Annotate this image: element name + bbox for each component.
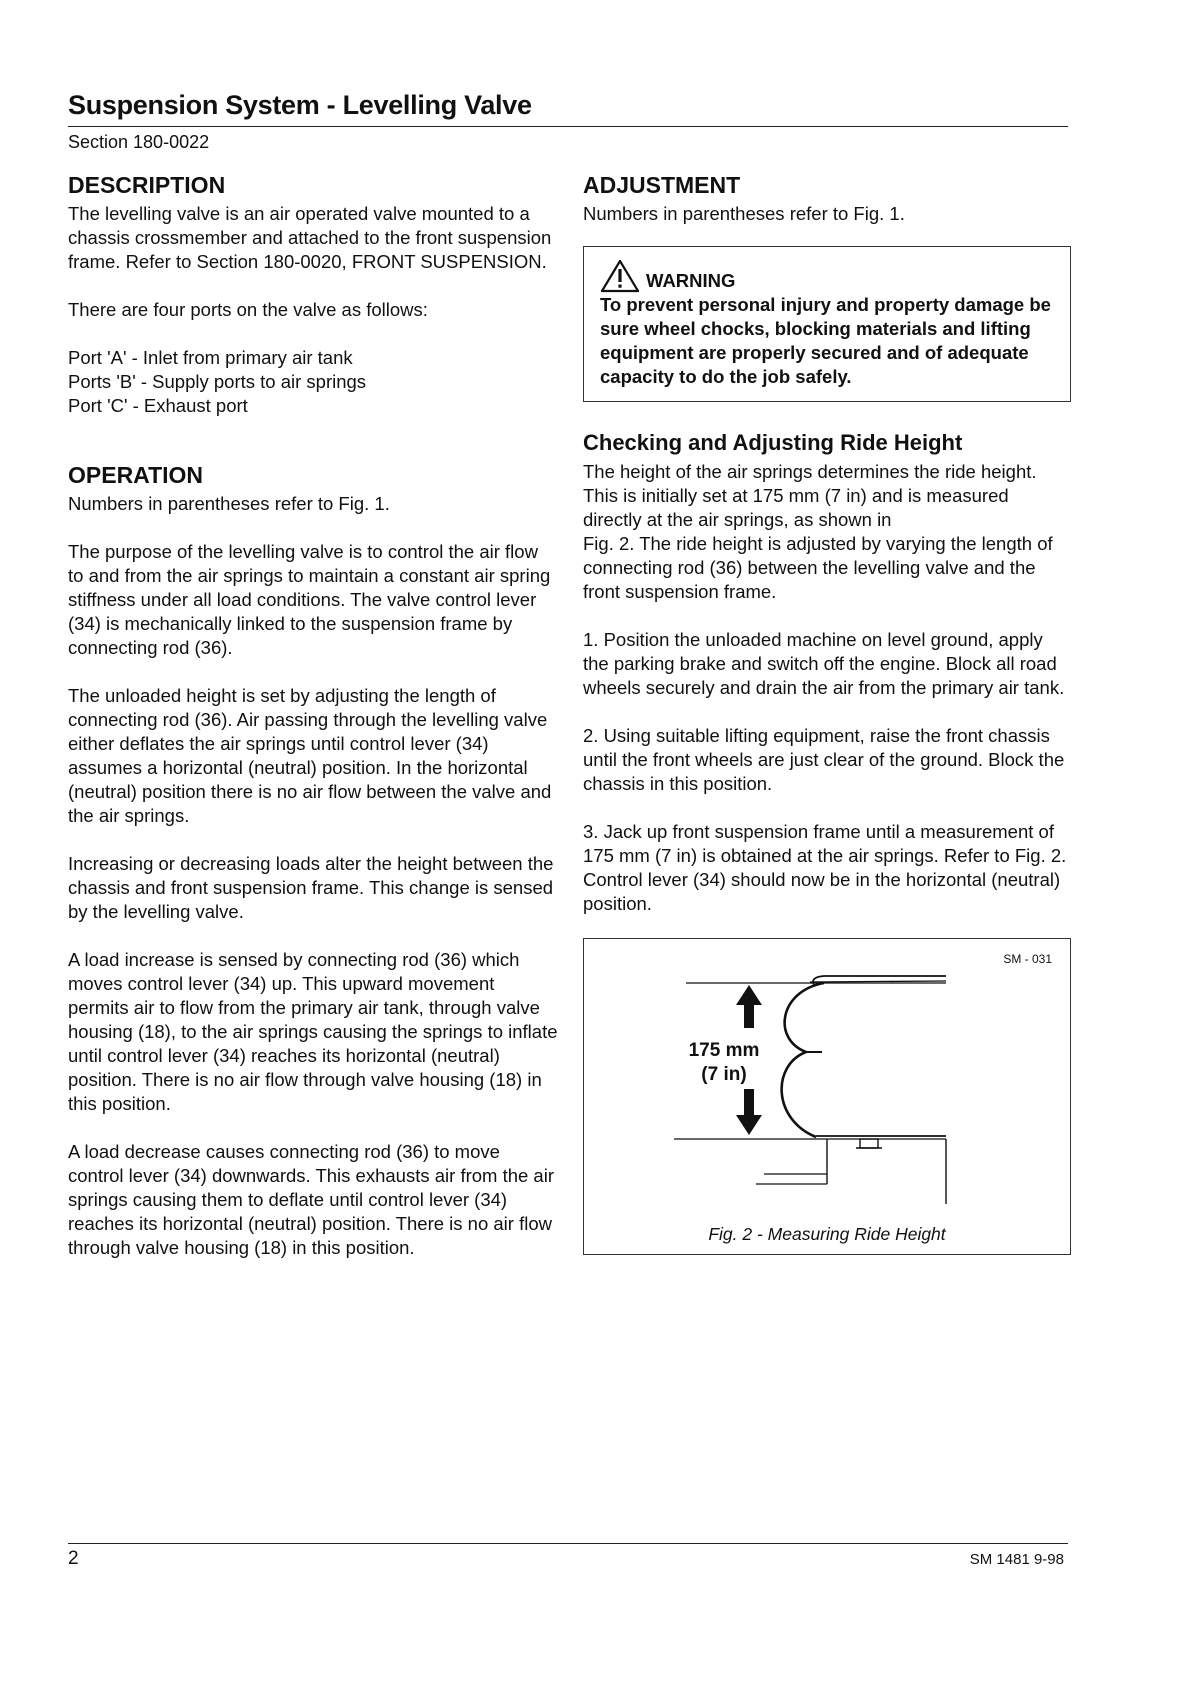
operation-paragraph-4: A load increase is sensed by connecting rod (36) which moves control lever (34) up. This upward movement permits air to flow from the primary air tank, through valve housing (18), to the air springs causing the springs to inflate until control lever (34) reaches its horizontal (neutral) position. There is no air flow through valve housing (18) in this position. <box>68 949 558 1114</box>
operation-paragraph-3: Increasing or decreasing loads alter the height between the chassis and front suspension frame. This change is sensed by the levelling valve. <box>68 853 554 922</box>
port-c: Port 'C' - Exhaust port <box>68 395 248 416</box>
port-a: Port 'A' - Inlet from primary air tank <box>68 347 353 368</box>
operation-heading: OPERATION <box>68 462 204 488</box>
page-number: 2 <box>68 1548 79 1569</box>
ride-height-paragraph-b: Fig. 2. The ride height is adjusted by varying the length of connecting rod (36) between the levelling valve and the front suspension frame. <box>583 533 1053 602</box>
warning-label: WARNING <box>646 270 736 291</box>
document-code: SM 1481 9-98 <box>969 1551 1064 1568</box>
figure-code: SM - 031 <box>1003 952 1052 966</box>
operation-paragraph-5: A load decrease causes connecting rod (36) to move control lever (34) downwards. This exhausts air from the air springs causing them to deflate until control lever (34) reaches its horizontal (neutral) position. There is no air flow through valve housing (18) in this position. <box>68 1141 554 1258</box>
description-paragraph: The levelling valve is an air operated valve mounted to a chassis crossmember and attached to the front suspension frame. Refer to Section 180-0020, FRONT SUSPENSION. <box>68 203 552 272</box>
page-title: Suspension System - Levelling Valve <box>68 90 532 120</box>
operation-paragraph-1: The purpose of the levelling valve is to control the air flow to and from the air springs to maintain a constant air spring stiffness under all load conditions. The valve control lever (34) is mechanically linked to the suspension frame by connecting rod (36). <box>68 541 551 658</box>
right-column <box>583 170 1071 1255</box>
left-column <box>68 170 558 1260</box>
measurement-label <box>682 1039 766 1087</box>
warning-box <box>583 246 1071 402</box>
measurement-mm: 175 mm <box>688 1040 760 1061</box>
figure-2-box <box>583 938 1071 1255</box>
header-rule <box>68 126 1068 127</box>
operation-paragraph-2: The unloaded height is set by adjusting the length of connecting rod (36). Air passing through the levelling valve either deflates the air springs until control lever (34) assumes a horizontal (neutral) position. In the horizontal (neutral) position there is no air flow between the valve and the air springs. <box>68 685 552 826</box>
adjustment-intro: Numbers in parentheses refer to Fig. 1. <box>583 203 905 224</box>
ride-height-heading: Checking and Adjusting Ride Height <box>583 430 963 455</box>
step-2: 2. Using suitable lifting equipment, raise the front chassis until the front wheels are just clear of the ground. Block the chassis in this position. <box>583 725 1065 794</box>
ports-b: Ports 'B' - Supply ports to air springs <box>68 371 367 392</box>
adjustment-heading: ADJUSTMENT <box>583 172 741 198</box>
warning-text: To prevent personal injury and property damage be sure wheel chocks, blocking materials and lifting equipment are properly secured and of adequate capacity to do the job safely. <box>600 294 1051 387</box>
description-heading: DESCRIPTION <box>68 172 226 198</box>
warning-triangle-icon <box>600 259 640 293</box>
section-number: Section 180-0022 <box>68 132 210 152</box>
figure-caption: Fig. 2 - Measuring Ride Height <box>708 1224 946 1244</box>
ports-intro: There are four ports on the valve as follows: <box>68 299 428 320</box>
measurement-in: (7 in) <box>701 1064 747 1085</box>
ride-height-diagram <box>584 939 1070 1254</box>
footer-rule <box>68 1543 1068 1544</box>
ride-height-paragraph-a: The height of the air springs determines the ride height. This is initially set at 175 mm (7 in) and is measured directly at the air springs, as shown in <box>583 461 1037 530</box>
step-3: 3. Jack up front suspension frame until a measurement of 175 mm (7 in) is obtained at the air springs. Refer to Fig. 2. Control lever (34) should now be in the horizontal (neutral) position. <box>583 821 1067 914</box>
step-1: 1. Position the unloaded machine on level ground, apply the parking brake and switch off the engine. Block all road wheels securely and drain the air from the primary air tank. <box>583 629 1065 698</box>
operation-intro: Numbers in parentheses refer to Fig. 1. <box>68 493 390 514</box>
